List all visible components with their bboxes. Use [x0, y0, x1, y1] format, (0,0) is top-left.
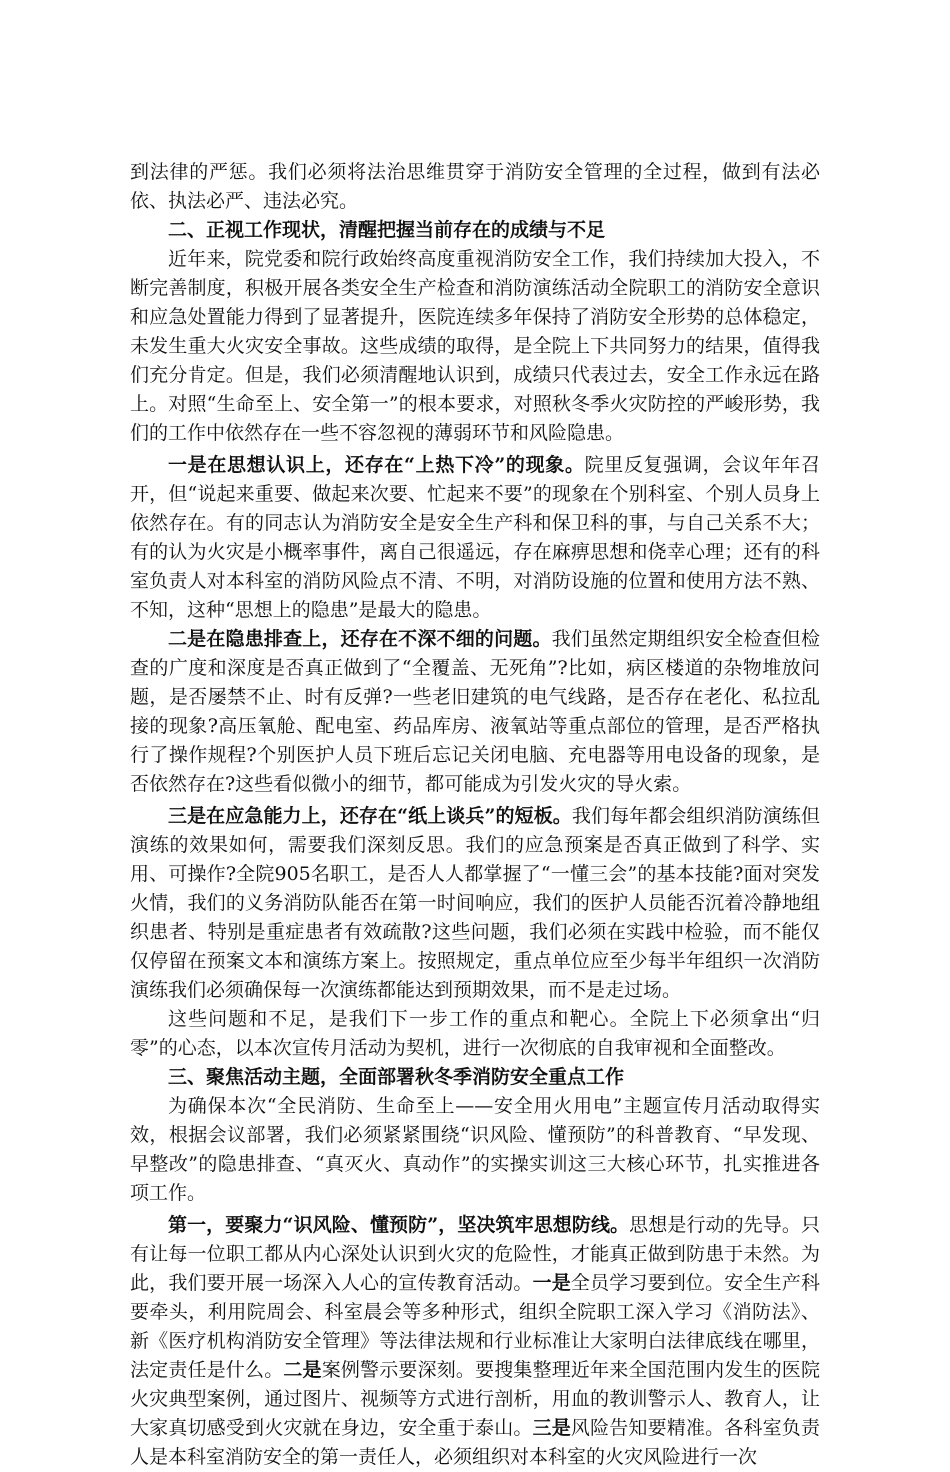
issue-2-body: 我们虽然定期组织安全检查但检查的广度和深度是否真正做到了“全覆盖、无死角”?比如，病区楼道的杂物堆放问题，是否屡禁不止、时有反弹?一些老旧建筑的电气线路，是否存在老化、私拉乱接的现象?高压氧舱、配电室、药品库房、液氧站等重点部位的管理，是否严格执行了操作规程?个别医护人员下班后忘记关闭电脑、充电器等用电设备的现象，是否依然存在?这些看似微小的细节，都可能成为引发火灾的导火索。: [130, 628, 820, 795]
paragraph-achievements: 近年来，院党委和院行政始终高度重视消防安全工作，我们持续加大投入，不断完善制度，积极开展各类安全生产检查和消防演练活动全院职工的消防安全意识和应急处置能力得到了显著提升，医院连续多年保持了消防安全形势的总体稳定，未发生重大火灾安全事故。这些成绩的取得，是全院上下共同努力的结果，值得我们充分肯定。但是，我们必须清醒地认识到，成绩只代表过去，安全工作永远在路上。对照“生命至上、安全第一”的根本要求，对照秋冬季火灾防控的严峻形势，我们的工作中依然存在一些不容忽视的薄弱环节和风险隐患。: [130, 248, 820, 444]
document-body: [130, 158, 820, 1472]
issue-3-lead: 三是在应急能力上，还存在“纸上谈兵”的短板。: [168, 805, 572, 827]
issue-2-lead: 二是在隐患排查上，还存在不深不细的问题。: [168, 628, 552, 650]
task-1-point-1: 全员学习要到位。安全生产科要牵头，利用院周会、科室晨会等多种形式，组织全院职工深入学习《消防法》、新《医疗机构消防安全管理》等法律法规和行业标准让大家明白法律底线在哪里，法定责任是什么。: [130, 1272, 820, 1381]
paragraph-summary: 这些问题和不足，是我们下一步工作的重点和靶心。全院上下必须拿出“归零”的心态，以本次宣传月活动为契机，进行一次彻底的自我审视和全面整改。: [130, 1008, 820, 1059]
task-1-point-3: 风险告知要精准。各科室负责人是本科室消防安全的第一责任人，必须组织对本科室的火灾风险进行一次: [130, 1417, 820, 1468]
paragraph-purpose: 为确保本次“全民消防、生命至上——安全用火用电”主题宣传月活动取得实效，根据会议部署，我们必须紧紧围绕“识风险、懂预防”的科普教育、“早发现、早整改”的隐患排查、“真灭火、真动作”的实操实训这三大核心环节，扎实推进各项工作。: [130, 1095, 820, 1204]
task-1-key-3: 三是: [532, 1417, 571, 1439]
issue-1-lead: 一是在思想认识上，还存在“上热下冷”的现象。: [168, 454, 585, 476]
task-1-intro: 思想是行动的先导。只有让每一位职工都从内心深处认识到火灾的危险性，才能真正做到防患于未然。为此，我们要开展一场深入人心的宣传教育活动。: [130, 1214, 820, 1294]
task-1-point-2: 案例警示要深刻。要搜集整理近年来全国范围内发生的医院火灾典型案例，通过图片、视频等方式进行剖析，用血的教训警示人、教育人，让大家真切感受到火灾就在身边，安全重于泰山。: [130, 1359, 820, 1439]
task-1-lead: 第一，要聚力“识风险、懂预防”，坚决筑牢思想防线。: [168, 1214, 630, 1236]
paragraph-issue-1: [130, 451, 820, 625]
task-1-key-1: 一是: [532, 1272, 571, 1294]
paragraph-issue-3: [130, 802, 820, 1005]
paragraph-continuation: 到法律的严惩。我们必须将法治思维贯穿于消防安全管理的全过程，做到有法必依、执法必严、违法必究。: [130, 161, 820, 212]
issue-3-body: 我们每年都会组织消防演练但演练的效果如何，需要我们深刻反思。我们的应急预案是否真正做到了科学、实用、可操作?全院905名职工，是否人人都掌握了“一懂三会”的基本技能?面对突发火情，我们的义务消防队能否在第一时间响应，我们的医护人员能否沉着冷静地组织患者、特别是重症患者有效疏散?这些问题，我们必须在实践中检验，而不能仅仅停留在预案文本和演练方案上。按照规定，重点单位应至少每半年组织一次消防演练我们必须确保每一次演练都能达到预期效果，而不是走过场。: [130, 805, 820, 1001]
paragraph-issue-2: [130, 625, 820, 799]
task-1-key-2: 二是: [283, 1359, 322, 1381]
paragraph-task-1: [130, 1211, 820, 1472]
issue-1-body: 院里反复强调，会议年年召开，但“说起来重要、做起来次要、忙起来不要”的现象在个别科室、个别人员身上依然存在。有的同志认为消防安全是安全生产科和保卫科的事，与自己关系不大；有的认为火灾是小概率事件，离自己很遥远，存在麻痹思想和侥幸心理；还有的科室负责人对本科室的消防风险点不清、不明，对消防设施的位置和使用方法不熟、不知，这种“思想上的隐患”是最大的隐患。: [130, 454, 820, 621]
section-heading-3: 三、聚焦活动主题，全面部署秋冬季消防安全重点工作: [168, 1066, 625, 1088]
section-heading-2: 二、正视工作现状，清醒把握当前存在的成绩与不足: [168, 219, 606, 241]
